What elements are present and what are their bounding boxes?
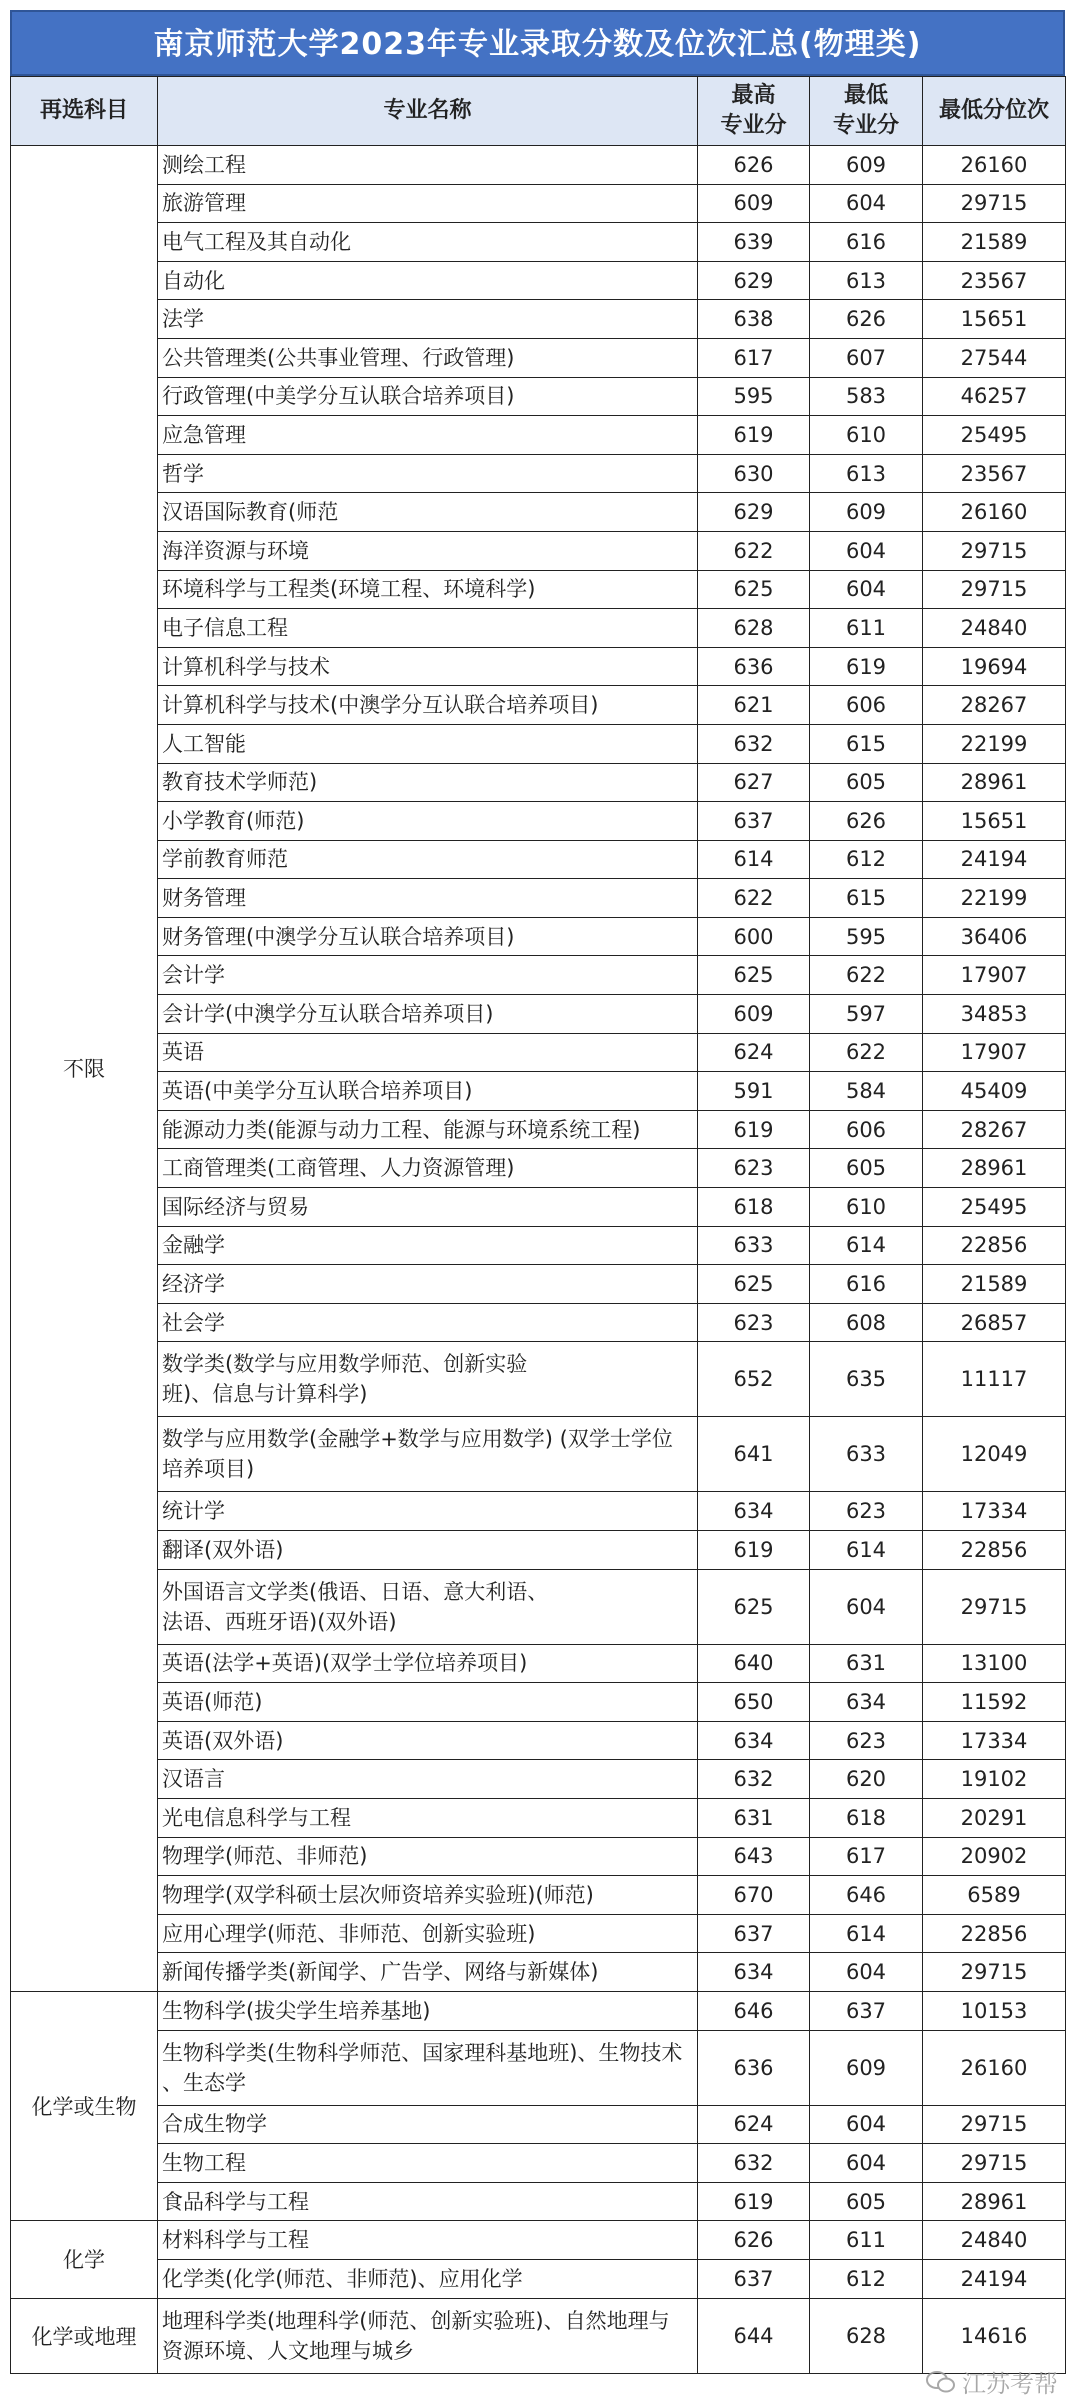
major-cell: 电子信息工程 bbox=[158, 609, 698, 648]
rank-cell: 34853 bbox=[923, 995, 1066, 1034]
table-row bbox=[11, 1033, 1066, 1072]
header-max: 最高 专业分 bbox=[698, 77, 810, 146]
min-score-cell: 604 bbox=[810, 570, 923, 609]
table-row bbox=[11, 1876, 1066, 1915]
table-row bbox=[11, 261, 1066, 300]
major-cell: 物理学(双学科硕士层次师资培养实验班)(师范) bbox=[158, 1876, 698, 1915]
rank-cell: 26160 bbox=[923, 146, 1066, 185]
table-row bbox=[11, 2182, 1066, 2221]
max-score-cell: 636 bbox=[698, 2030, 810, 2105]
table-row bbox=[11, 1072, 1066, 1111]
major-cell: 能源动力类(能源与动力工程、能源与环境系统工程) bbox=[158, 1110, 698, 1149]
major-cell: 食品科学与工程 bbox=[158, 2182, 698, 2221]
max-score-cell: 619 bbox=[698, 1531, 810, 1570]
major-cell: 生物工程 bbox=[158, 2144, 698, 2183]
major-cell: 应用心理学(师范、非师范、创新实验班) bbox=[158, 1914, 698, 1953]
major-cell: 公共管理类(公共事业管理、行政管理) bbox=[158, 338, 698, 377]
min-score-cell: 634 bbox=[810, 1683, 923, 1722]
rank-cell: 26857 bbox=[923, 1303, 1066, 1342]
min-score-cell: 635 bbox=[810, 1342, 923, 1417]
major-cell: 财务管理 bbox=[158, 879, 698, 918]
min-score-cell: 615 bbox=[810, 724, 923, 763]
min-score-cell: 611 bbox=[810, 609, 923, 648]
table-body bbox=[11, 146, 1066, 2374]
min-score-cell: 616 bbox=[810, 223, 923, 262]
rank-cell: 22856 bbox=[923, 1531, 1066, 1570]
major-cell: 法学 bbox=[158, 300, 698, 339]
rank-cell: 28267 bbox=[923, 686, 1066, 725]
rank-cell: 24840 bbox=[923, 609, 1066, 648]
rank-cell: 24194 bbox=[923, 2259, 1066, 2298]
rank-cell: 28961 bbox=[923, 2182, 1066, 2221]
table-row bbox=[11, 338, 1066, 377]
rank-cell: 25495 bbox=[923, 1188, 1066, 1227]
min-score-cell: 646 bbox=[810, 1876, 923, 1915]
rank-cell: 14616 bbox=[923, 2298, 1066, 2373]
table-row bbox=[11, 840, 1066, 879]
major-cell: 生物科学(拔尖学生培养基地) bbox=[158, 1991, 698, 2030]
rank-cell: 25495 bbox=[923, 416, 1066, 455]
rank-cell: 28961 bbox=[923, 1149, 1066, 1188]
max-score-cell: 632 bbox=[698, 724, 810, 763]
major-cell: 学前教育师范 bbox=[158, 840, 698, 879]
table-row bbox=[11, 2298, 1066, 2373]
max-score-cell: 617 bbox=[698, 338, 810, 377]
document bbox=[10, 10, 1065, 2374]
min-score-cell: 626 bbox=[810, 802, 923, 841]
rank-cell: 22856 bbox=[923, 1914, 1066, 1953]
wechat-icon bbox=[926, 2371, 956, 2393]
table-row bbox=[11, 1226, 1066, 1265]
min-score-cell: 608 bbox=[810, 1303, 923, 1342]
major-cell: 数学与应用数学(金融学+数学与应用数学) (双学士学位 培养项目) bbox=[158, 1417, 698, 1492]
major-cell: 财务管理(中澳学分互认联合培养项目) bbox=[158, 917, 698, 956]
major-cell: 英语(中美学分互认联合培养项目) bbox=[158, 1072, 698, 1111]
score-table bbox=[10, 76, 1066, 2374]
table-row bbox=[11, 1188, 1066, 1227]
table-row bbox=[11, 1837, 1066, 1876]
max-score-cell: 646 bbox=[698, 1991, 810, 2030]
table-row bbox=[11, 454, 1066, 493]
header-rank: 最低分位次 bbox=[923, 77, 1066, 146]
rank-cell: 19694 bbox=[923, 647, 1066, 686]
table-row bbox=[11, 2221, 1066, 2260]
major-cell: 电气工程及其自动化 bbox=[158, 223, 698, 262]
rank-cell: 26160 bbox=[923, 2030, 1066, 2105]
major-cell: 汉语言 bbox=[158, 1760, 698, 1799]
max-score-cell: 637 bbox=[698, 1914, 810, 1953]
rank-cell: 46257 bbox=[923, 377, 1066, 416]
table-row bbox=[11, 995, 1066, 1034]
header-min: 最低 专业分 bbox=[810, 77, 923, 146]
table-row bbox=[11, 570, 1066, 609]
min-score-cell: 605 bbox=[810, 1149, 923, 1188]
subject-cell: 化学 bbox=[11, 2221, 158, 2298]
table-row bbox=[11, 1342, 1066, 1417]
major-cell: 材料科学与工程 bbox=[158, 2221, 698, 2260]
table-row bbox=[11, 724, 1066, 763]
min-score-cell: 617 bbox=[810, 1837, 923, 1876]
max-score-cell: 625 bbox=[698, 570, 810, 609]
max-score-cell: 626 bbox=[698, 146, 810, 185]
max-score-cell: 629 bbox=[698, 493, 810, 532]
max-score-cell: 640 bbox=[698, 1644, 810, 1683]
max-score-cell: 622 bbox=[698, 879, 810, 918]
table-row bbox=[11, 1303, 1066, 1342]
min-score-cell: 609 bbox=[810, 146, 923, 185]
rank-cell: 11592 bbox=[923, 1683, 1066, 1722]
rank-cell: 17334 bbox=[923, 1721, 1066, 1760]
max-score-cell: 595 bbox=[698, 377, 810, 416]
max-score-cell: 637 bbox=[698, 802, 810, 841]
max-score-cell: 609 bbox=[698, 995, 810, 1034]
rank-cell: 29715 bbox=[923, 184, 1066, 223]
major-cell: 翻译(双外语) bbox=[158, 1531, 698, 1570]
max-score-cell: 650 bbox=[698, 1683, 810, 1722]
max-score-cell: 638 bbox=[698, 300, 810, 339]
table-row bbox=[11, 609, 1066, 648]
rank-cell: 20902 bbox=[923, 1837, 1066, 1876]
max-score-cell: 637 bbox=[698, 2259, 810, 2298]
rank-cell: 17907 bbox=[923, 1033, 1066, 1072]
watermark-text: 江苏考帮 bbox=[962, 2370, 1058, 2398]
min-score-cell: 609 bbox=[810, 493, 923, 532]
min-score-cell: 604 bbox=[810, 184, 923, 223]
min-score-cell: 595 bbox=[810, 917, 923, 956]
min-score-cell: 613 bbox=[810, 261, 923, 300]
rank-cell: 19102 bbox=[923, 1760, 1066, 1799]
min-score-cell: 583 bbox=[810, 377, 923, 416]
min-score-cell: 605 bbox=[810, 763, 923, 802]
min-score-cell: 616 bbox=[810, 1265, 923, 1304]
min-score-cell: 604 bbox=[810, 531, 923, 570]
major-cell: 应急管理 bbox=[158, 416, 698, 455]
rank-cell: 29715 bbox=[923, 2105, 1066, 2144]
major-cell: 旅游管理 bbox=[158, 184, 698, 223]
max-score-cell: 639 bbox=[698, 223, 810, 262]
table-row bbox=[11, 1417, 1066, 1492]
table-row bbox=[11, 647, 1066, 686]
min-score-cell: 612 bbox=[810, 2259, 923, 2298]
min-score-cell: 620 bbox=[810, 1760, 923, 1799]
rank-cell: 27544 bbox=[923, 338, 1066, 377]
rank-cell: 29715 bbox=[923, 531, 1066, 570]
rank-cell: 17907 bbox=[923, 956, 1066, 995]
major-cell: 生物科学类(生物科学师范、国家理科基地班)、生物技术 、生态学 bbox=[158, 2030, 698, 2105]
min-score-cell: 611 bbox=[810, 2221, 923, 2260]
major-cell: 教育技术学师范) bbox=[158, 763, 698, 802]
max-score-cell: 633 bbox=[698, 1226, 810, 1265]
major-cell: 光电信息科学与工程 bbox=[158, 1798, 698, 1837]
table-row bbox=[11, 1798, 1066, 1837]
rank-cell: 15651 bbox=[923, 802, 1066, 841]
min-score-cell: 606 bbox=[810, 686, 923, 725]
major-cell: 英语(双外语) bbox=[158, 1721, 698, 1760]
max-score-cell: 670 bbox=[698, 1876, 810, 1915]
major-cell: 新闻传播学类(新闻学、广告学、网络与新媒体) bbox=[158, 1953, 698, 1992]
table-row bbox=[11, 1914, 1066, 1953]
table-row bbox=[11, 1644, 1066, 1683]
max-score-cell: 609 bbox=[698, 184, 810, 223]
rank-cell: 24840 bbox=[923, 2221, 1066, 2260]
major-cell: 英语 bbox=[158, 1033, 698, 1072]
rank-cell: 17334 bbox=[923, 1492, 1066, 1531]
table-row bbox=[11, 1991, 1066, 2030]
max-score-cell: 629 bbox=[698, 261, 810, 300]
min-score-cell: 614 bbox=[810, 1226, 923, 1265]
min-score-cell: 623 bbox=[810, 1721, 923, 1760]
min-score-cell: 633 bbox=[810, 1417, 923, 1492]
rank-cell: 36406 bbox=[923, 917, 1066, 956]
table-row bbox=[11, 686, 1066, 725]
min-score-cell: 604 bbox=[810, 1569, 923, 1644]
table-row bbox=[11, 879, 1066, 918]
table-row bbox=[11, 1492, 1066, 1531]
max-score-cell: 634 bbox=[698, 1492, 810, 1531]
min-score-cell: 631 bbox=[810, 1644, 923, 1683]
max-score-cell: 625 bbox=[698, 1265, 810, 1304]
max-score-cell: 623 bbox=[698, 1303, 810, 1342]
table-title: 南京师范大学2023年专业录取分数及位次汇总(物理类) bbox=[10, 10, 1065, 76]
header-subject: 再选科目 bbox=[11, 77, 158, 146]
table-row bbox=[11, 1953, 1066, 1992]
max-score-cell: 600 bbox=[698, 917, 810, 956]
major-cell: 计算机科学与技术 bbox=[158, 647, 698, 686]
min-score-cell: 584 bbox=[810, 1072, 923, 1111]
major-cell: 计算机科学与技术(中澳学分互认联合培养项目) bbox=[158, 686, 698, 725]
max-score-cell: 625 bbox=[698, 1569, 810, 1644]
min-score-cell: 610 bbox=[810, 416, 923, 455]
subject-cell: 化学或地理 bbox=[11, 2298, 158, 2373]
table-row bbox=[11, 802, 1066, 841]
min-score-cell: 626 bbox=[810, 300, 923, 339]
table-row bbox=[11, 1531, 1066, 1570]
table-row bbox=[11, 493, 1066, 532]
major-cell: 金融学 bbox=[158, 1226, 698, 1265]
max-score-cell: 621 bbox=[698, 686, 810, 725]
rank-cell: 20291 bbox=[923, 1798, 1066, 1837]
max-score-cell: 591 bbox=[698, 1072, 810, 1111]
major-cell: 自动化 bbox=[158, 261, 698, 300]
max-score-cell: 626 bbox=[698, 2221, 810, 2260]
max-score-cell: 624 bbox=[698, 1033, 810, 1072]
min-score-cell: 604 bbox=[810, 2105, 923, 2144]
major-cell: 物理学(师范、非师范) bbox=[158, 1837, 698, 1876]
rank-cell: 45409 bbox=[923, 1072, 1066, 1111]
major-cell: 经济学 bbox=[158, 1265, 698, 1304]
max-score-cell: 622 bbox=[698, 531, 810, 570]
min-score-cell: 628 bbox=[810, 2298, 923, 2373]
major-cell: 小学教育(师范) bbox=[158, 802, 698, 841]
max-score-cell: 643 bbox=[698, 1837, 810, 1876]
max-score-cell: 618 bbox=[698, 1188, 810, 1227]
rank-cell: 26160 bbox=[923, 493, 1066, 532]
table-row bbox=[11, 223, 1066, 262]
rank-cell: 28267 bbox=[923, 1110, 1066, 1149]
major-cell: 外国语言文学类(俄语、日语、意大利语、 法语、西班牙语)(双外语) bbox=[158, 1569, 698, 1644]
max-score-cell: 619 bbox=[698, 2182, 810, 2221]
rank-cell: 13100 bbox=[923, 1644, 1066, 1683]
rank-cell: 29715 bbox=[923, 570, 1066, 609]
major-cell: 哲学 bbox=[158, 454, 698, 493]
major-cell: 英语(法学+英语)(双学士学位培养项目) bbox=[158, 1644, 698, 1683]
rank-cell: 29715 bbox=[923, 2144, 1066, 2183]
rank-cell: 22856 bbox=[923, 1226, 1066, 1265]
major-cell: 汉语国际教育(师范 bbox=[158, 493, 698, 532]
table-row bbox=[11, 917, 1066, 956]
max-score-cell: 652 bbox=[698, 1342, 810, 1417]
major-cell: 海洋资源与环境 bbox=[158, 531, 698, 570]
min-score-cell: 637 bbox=[810, 1991, 923, 2030]
major-cell: 工商管理类(工商管理、人力资源管理) bbox=[158, 1149, 698, 1188]
subject-cell: 不限 bbox=[11, 146, 158, 1992]
table-row bbox=[11, 763, 1066, 802]
major-cell: 国际经济与贸易 bbox=[158, 1188, 698, 1227]
table-row bbox=[11, 956, 1066, 995]
major-cell: 行政管理(中美学分互认联合培养项目) bbox=[158, 377, 698, 416]
rank-cell: 23567 bbox=[923, 454, 1066, 493]
min-score-cell: 609 bbox=[810, 2030, 923, 2105]
rank-cell: 22199 bbox=[923, 724, 1066, 763]
header-major: 专业名称 bbox=[158, 77, 698, 146]
rank-cell: 10153 bbox=[923, 1991, 1066, 2030]
min-score-cell: 623 bbox=[810, 1492, 923, 1531]
min-score-cell: 614 bbox=[810, 1914, 923, 1953]
table-row bbox=[11, 1760, 1066, 1799]
min-score-cell: 622 bbox=[810, 956, 923, 995]
watermark bbox=[926, 2364, 1058, 2399]
max-score-cell: 624 bbox=[698, 2105, 810, 2144]
max-score-cell: 623 bbox=[698, 1149, 810, 1188]
table-row bbox=[11, 184, 1066, 223]
max-score-cell: 631 bbox=[698, 1798, 810, 1837]
table-row bbox=[11, 2030, 1066, 2105]
max-score-cell: 634 bbox=[698, 1953, 810, 1992]
major-cell: 合成生物学 bbox=[158, 2105, 698, 2144]
header-row bbox=[11, 77, 1066, 146]
rank-cell: 24194 bbox=[923, 840, 1066, 879]
max-score-cell: 636 bbox=[698, 647, 810, 686]
major-cell: 地理科学类(地理科学(师范、创新实验班)、自然地理与 资源环境、人文地理与城乡 bbox=[158, 2298, 698, 2373]
min-score-cell: 597 bbox=[810, 995, 923, 1034]
rank-cell: 12049 bbox=[923, 1417, 1066, 1492]
max-score-cell: 619 bbox=[698, 416, 810, 455]
min-score-cell: 604 bbox=[810, 1953, 923, 1992]
max-score-cell: 630 bbox=[698, 454, 810, 493]
rank-cell: 6589 bbox=[923, 1876, 1066, 1915]
max-score-cell: 628 bbox=[698, 609, 810, 648]
table-row bbox=[11, 1149, 1066, 1188]
table-row bbox=[11, 1683, 1066, 1722]
subject-cell: 化学或生物 bbox=[11, 1991, 158, 2220]
table-row bbox=[11, 1721, 1066, 1760]
max-score-cell: 614 bbox=[698, 840, 810, 879]
major-cell: 测绘工程 bbox=[158, 146, 698, 185]
rank-cell: 23567 bbox=[923, 261, 1066, 300]
major-cell: 统计学 bbox=[158, 1492, 698, 1531]
major-cell: 人工智能 bbox=[158, 724, 698, 763]
table-row bbox=[11, 300, 1066, 339]
major-cell: 会计学 bbox=[158, 956, 698, 995]
rank-cell: 29715 bbox=[923, 1953, 1066, 1992]
table-row bbox=[11, 146, 1066, 185]
major-cell: 英语(师范) bbox=[158, 1683, 698, 1722]
major-cell: 环境科学与工程类(环境工程、环境科学) bbox=[158, 570, 698, 609]
rank-cell: 29715 bbox=[923, 1569, 1066, 1644]
table-row bbox=[11, 416, 1066, 455]
min-score-cell: 618 bbox=[810, 1798, 923, 1837]
max-score-cell: 634 bbox=[698, 1721, 810, 1760]
table-row bbox=[11, 2259, 1066, 2298]
min-score-cell: 614 bbox=[810, 1531, 923, 1570]
major-cell: 社会学 bbox=[158, 1303, 698, 1342]
table-row bbox=[11, 2144, 1066, 2183]
table-row bbox=[11, 1110, 1066, 1149]
min-score-cell: 615 bbox=[810, 879, 923, 918]
min-score-cell: 605 bbox=[810, 2182, 923, 2221]
table-row bbox=[11, 377, 1066, 416]
rank-cell: 11117 bbox=[923, 1342, 1066, 1417]
max-score-cell: 641 bbox=[698, 1417, 810, 1492]
min-score-cell: 604 bbox=[810, 2144, 923, 2183]
min-score-cell: 606 bbox=[810, 1110, 923, 1149]
major-cell: 会计学(中澳学分互认联合培养项目) bbox=[158, 995, 698, 1034]
table-row bbox=[11, 1265, 1066, 1304]
max-score-cell: 625 bbox=[698, 956, 810, 995]
min-score-cell: 607 bbox=[810, 338, 923, 377]
rank-cell: 22199 bbox=[923, 879, 1066, 918]
min-score-cell: 612 bbox=[810, 840, 923, 879]
min-score-cell: 622 bbox=[810, 1033, 923, 1072]
max-score-cell: 632 bbox=[698, 2144, 810, 2183]
rank-cell: 21589 bbox=[923, 223, 1066, 262]
table-row bbox=[11, 2105, 1066, 2144]
max-score-cell: 627 bbox=[698, 763, 810, 802]
rank-cell: 21589 bbox=[923, 1265, 1066, 1304]
major-cell: 数学类(数学与应用数学师范、创新实验 班)、信息与计算科学) bbox=[158, 1342, 698, 1417]
max-score-cell: 632 bbox=[698, 1760, 810, 1799]
min-score-cell: 610 bbox=[810, 1188, 923, 1227]
rank-cell: 15651 bbox=[923, 300, 1066, 339]
major-cell: 化学类(化学(师范、非师范)、应用化学 bbox=[158, 2259, 698, 2298]
max-score-cell: 644 bbox=[698, 2298, 810, 2373]
min-score-cell: 619 bbox=[810, 647, 923, 686]
rank-cell: 28961 bbox=[923, 763, 1066, 802]
min-score-cell: 613 bbox=[810, 454, 923, 493]
max-score-cell: 619 bbox=[698, 1110, 810, 1149]
table-row bbox=[11, 531, 1066, 570]
table-row bbox=[11, 1569, 1066, 1644]
